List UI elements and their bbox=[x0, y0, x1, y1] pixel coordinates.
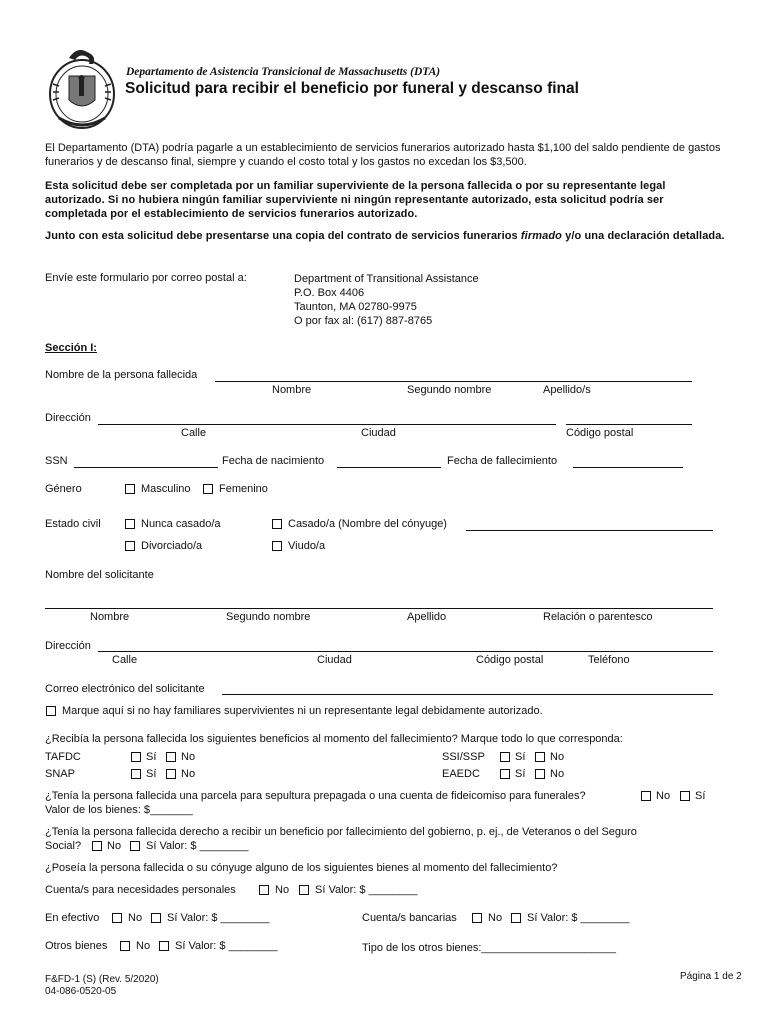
ssi-no-checkbox[interactable] bbox=[535, 752, 545, 762]
cash-no-label: No bbox=[128, 912, 143, 924]
spouse-name-field[interactable] bbox=[466, 530, 713, 531]
cash-yes-checkbox[interactable] bbox=[151, 913, 161, 923]
address-label: Dirección bbox=[45, 412, 91, 424]
applicant-last-caption: Apellido bbox=[407, 611, 447, 623]
snap-yes-label: Sí bbox=[146, 768, 157, 780]
gov-social-label: Social? bbox=[45, 840, 82, 852]
gender-label: Género bbox=[45, 483, 82, 495]
intro-paragraph: El Departamento (DTA) podría pagarle a un establecimiento de servicios funerarios autorizado hasta $1,100 del saldo pendiente de gastos funerarios y de descanso final, siempre y cuando el costo total y los gastos no excedan los $3,500. bbox=[45, 142, 721, 168]
burial-yes-checkbox[interactable] bbox=[680, 791, 690, 801]
gov-value-field[interactable]: Sí Valor: $ ________ bbox=[146, 840, 249, 852]
zip-caption: Código postal bbox=[566, 427, 634, 439]
applicant-name-field[interactable] bbox=[45, 608, 713, 609]
dod-label: Fecha de fallecimiento bbox=[447, 455, 558, 467]
eaedc-no-checkbox[interactable] bbox=[535, 769, 545, 779]
deceased-name-label: Nombre de la persona fallecida bbox=[45, 369, 198, 381]
other-type-field[interactable]: Tipo de los otros bienes:______________________ bbox=[362, 942, 617, 954]
never-married-label: Nunca casado/a bbox=[141, 518, 221, 530]
tafdc-no-checkbox[interactable] bbox=[166, 752, 176, 762]
eaedc-yes-checkbox[interactable] bbox=[500, 769, 510, 779]
tafdc-label: TAFDC bbox=[45, 751, 81, 763]
massachusetts-seal-icon bbox=[45, 44, 119, 130]
burial-value-field[interactable]: Valor de los bienes: $_______ bbox=[45, 804, 193, 816]
dob-label: Fecha de nacimiento bbox=[222, 455, 325, 467]
mailing-address: Department of Transitional Assistance P.O. Box 4406 Taunton, MA 02780-9975 O por fax al: (617) 887-8765 bbox=[294, 273, 479, 327]
personal-no-label: No bbox=[275, 884, 290, 896]
cash-label: En efectivo bbox=[45, 912, 100, 924]
address-field[interactable] bbox=[98, 424, 556, 425]
personal-account-label: Cuenta/s para necesidades personales bbox=[45, 884, 236, 896]
personal-yes-checkbox[interactable] bbox=[299, 885, 309, 895]
married-label: Casado/a (Nombre del cónyuge) bbox=[288, 518, 447, 530]
middle-name-caption: Segundo nombre bbox=[407, 384, 492, 396]
department-name: Departamento de Asistencia Transicional de Massachusetts (DTA) bbox=[126, 66, 441, 78]
ssn-label: SSN bbox=[45, 455, 68, 467]
benefits-question: ¿Recibía la persona fallecida los siguientes beneficios al momento del fallecimiento? Marque todo lo que corresponda: bbox=[45, 733, 623, 745]
contract-paragraph: Junto con esta solicitud debe presentarse una copia del contrato de servicios funerarios firmado y/o una declaración detallada. bbox=[45, 230, 725, 242]
applicant-email-label: Correo electrónico del solicitante bbox=[45, 683, 205, 695]
other-assets-label: Otros bienes bbox=[45, 940, 108, 952]
burial-no-checkbox[interactable] bbox=[641, 791, 651, 801]
ssn-field[interactable] bbox=[74, 467, 218, 468]
tafdc-yes-label: Sí bbox=[146, 751, 157, 763]
no-family-label: Marque aquí si no hay familiares supervivientes ni un representante legal debidamente autorizado. bbox=[62, 705, 543, 717]
applicant-email-field[interactable] bbox=[222, 694, 713, 695]
applicant-city-caption: Ciudad bbox=[317, 654, 352, 666]
eligibility-paragraph: Esta solicitud debe ser completada por un familiar superviviente de la persona fallecida o por su representante legal autorizado. Si no hubiera ningún familiar superviviente ni ningún representante autorizado, esta solicitud podría ser completada por el establecimiento de servicios funerarios autorizado. bbox=[45, 180, 666, 220]
applicant-middle-caption: Segundo nombre bbox=[226, 611, 311, 623]
bank-value-field[interactable]: Sí Valor: $ ________ bbox=[527, 912, 630, 924]
burial-yes-label: Sí bbox=[695, 790, 706, 802]
city-caption: Ciudad bbox=[361, 427, 396, 439]
snap-label: SNAP bbox=[45, 768, 75, 780]
dod-field[interactable] bbox=[573, 467, 683, 468]
applicant-relation-caption: Relación o parentesco bbox=[543, 611, 653, 623]
page-number: Página 1 de 2 bbox=[680, 971, 742, 982]
widowed-checkbox[interactable] bbox=[272, 541, 282, 551]
personal-value-field[interactable]: Sí Valor: $ ________ bbox=[315, 884, 418, 896]
form-id: F&FD-1 (S) (Rev. 5/2020) 04-086-0520-05 bbox=[45, 974, 159, 997]
applicant-first-caption: Nombre bbox=[90, 611, 130, 623]
other-no-label: No bbox=[136, 940, 151, 952]
gov-benefit-question: ¿Tenía la persona fallecida derecho a recibir un beneficio por fallecimiento del gobierno, p. ej., de Veteranos o del Seguro bbox=[45, 826, 637, 838]
personal-no-checkbox[interactable] bbox=[259, 885, 269, 895]
applicant-address-label: Dirección bbox=[45, 640, 91, 652]
ssi-yes-label: Sí bbox=[515, 751, 526, 763]
eaedc-yes-label: Sí bbox=[515, 768, 526, 780]
eaedc-label: EAEDC bbox=[442, 768, 480, 780]
last-name-caption: Apellido/s bbox=[543, 384, 591, 396]
deceased-name-field[interactable] bbox=[215, 381, 692, 382]
gov-yes-checkbox[interactable] bbox=[130, 841, 140, 851]
tafdc-no-label: No bbox=[181, 751, 196, 763]
applicant-address-field[interactable] bbox=[98, 651, 713, 652]
bank-no-checkbox[interactable] bbox=[472, 913, 482, 923]
female-label: Femenino bbox=[219, 483, 268, 495]
applicant-label: Nombre del solicitante bbox=[45, 569, 154, 581]
ssi-label: SSI/SSP bbox=[442, 751, 485, 763]
ssi-no-label: No bbox=[550, 751, 565, 763]
ssi-yes-checkbox[interactable] bbox=[500, 752, 510, 762]
other-yes-checkbox[interactable] bbox=[159, 941, 169, 951]
mail-label: Envíe este formulario por correo postal a: bbox=[45, 272, 247, 284]
tafdc-yes-checkbox[interactable] bbox=[131, 752, 141, 762]
male-checkbox[interactable] bbox=[125, 484, 135, 494]
other-value-field[interactable]: Sí Valor: $ ________ bbox=[175, 940, 278, 952]
divorced-label: Divorciado/a bbox=[141, 540, 203, 552]
snap-yes-checkbox[interactable] bbox=[131, 769, 141, 779]
marital-label: Estado civil bbox=[45, 518, 101, 530]
male-label: Masculino bbox=[141, 483, 191, 495]
bank-account-label: Cuenta/s bancarias bbox=[362, 912, 457, 924]
snap-no-label: No bbox=[181, 768, 196, 780]
other-no-checkbox[interactable] bbox=[120, 941, 130, 951]
cash-no-checkbox[interactable] bbox=[112, 913, 122, 923]
section-heading: Sección I: bbox=[45, 342, 97, 354]
burial-no-label: No bbox=[656, 790, 671, 802]
no-family-checkbox[interactable] bbox=[46, 706, 56, 716]
burial-question: ¿Tenía la persona fallecida una parcela para sepultura prepagada o una cuenta de fideicomiso para funerales? bbox=[45, 790, 586, 802]
zip-field[interactable] bbox=[566, 424, 692, 425]
assets-question: ¿Poseía la persona fallecida o su cónyuge alguno de los siguientes bienes al momento del fallecimiento? bbox=[45, 862, 558, 874]
gov-no-label: No bbox=[107, 840, 122, 852]
cash-value-field[interactable]: Sí Valor: $ ________ bbox=[167, 912, 270, 924]
married-checkbox[interactable] bbox=[272, 519, 282, 529]
bank-yes-checkbox[interactable] bbox=[511, 913, 521, 923]
dob-field[interactable] bbox=[337, 467, 441, 468]
eaedc-no-label: No bbox=[550, 768, 565, 780]
applicant-street-caption: Calle bbox=[112, 654, 138, 666]
female-checkbox[interactable] bbox=[203, 484, 213, 494]
divorced-checkbox[interactable] bbox=[125, 541, 135, 551]
widowed-label: Viudo/a bbox=[288, 540, 326, 552]
first-name-caption: Nombre bbox=[272, 384, 312, 396]
applicant-phone-caption: Teléfono bbox=[588, 654, 630, 666]
bank-no-label: No bbox=[488, 912, 503, 924]
never-married-checkbox[interactable] bbox=[125, 519, 135, 529]
gov-no-checkbox[interactable] bbox=[92, 841, 102, 851]
page-title: Solicitud para recibir el beneficio por funeral y descanso final bbox=[125, 80, 579, 97]
applicant-zip-caption: Código postal bbox=[476, 654, 544, 666]
street-caption: Calle bbox=[181, 427, 207, 439]
snap-no-checkbox[interactable] bbox=[166, 769, 176, 779]
